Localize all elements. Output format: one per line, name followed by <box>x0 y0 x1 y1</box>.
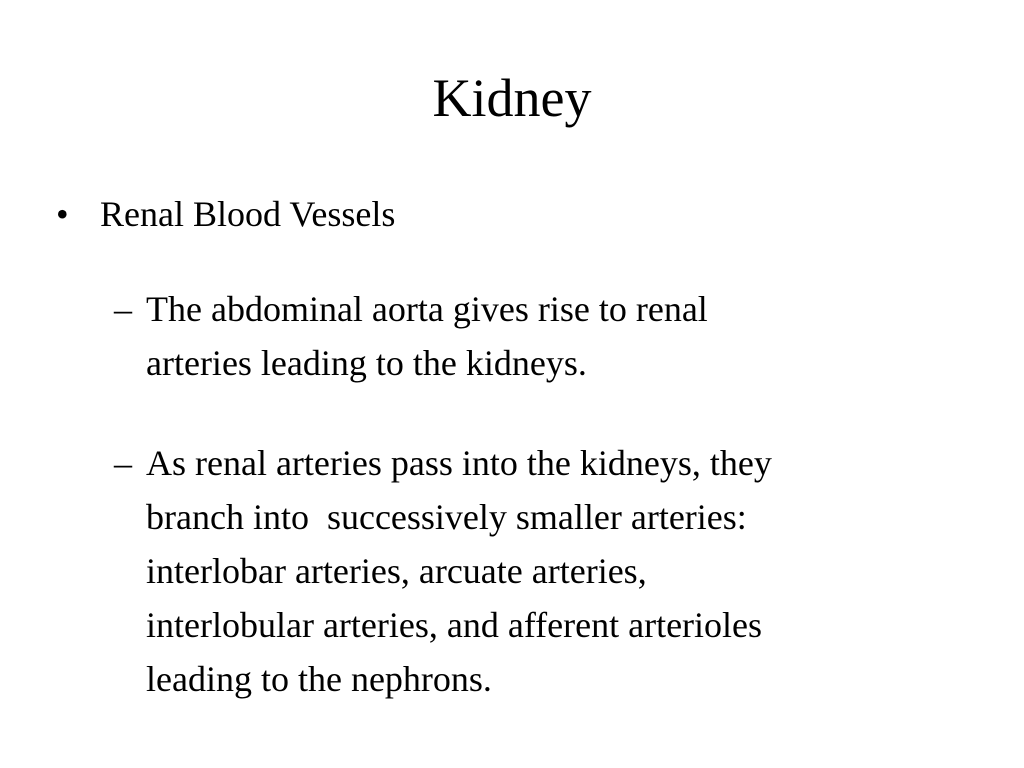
text-line: arteries leading to the kidneys. <box>146 343 587 383</box>
sub-bullet-item <box>114 436 974 706</box>
slide-title: Kidney <box>432 68 592 128</box>
text-line: interlobular arteries, and afferent arterioles <box>146 605 763 645</box>
sub-bullet-marker: – <box>114 443 132 483</box>
text-line: branch into successively smaller arteries: <box>146 497 747 537</box>
sub-bullet-marker: – <box>114 289 132 329</box>
text-line: As renal arteries pass into the kidneys, they <box>146 443 772 483</box>
bullet-marker: • <box>56 194 69 234</box>
text-line: leading to the nephrons. <box>146 659 492 699</box>
text-line: The abdominal aorta gives rise to renal <box>146 289 708 329</box>
text-line: interlobar arteries, arcuate arteries, <box>146 551 647 591</box>
sub-bullet-item <box>114 282 974 390</box>
bullet-text: Renal Blood Vessels <box>100 194 396 234</box>
sub-bullet-text <box>146 436 974 706</box>
sub-bullet-text <box>146 282 974 390</box>
